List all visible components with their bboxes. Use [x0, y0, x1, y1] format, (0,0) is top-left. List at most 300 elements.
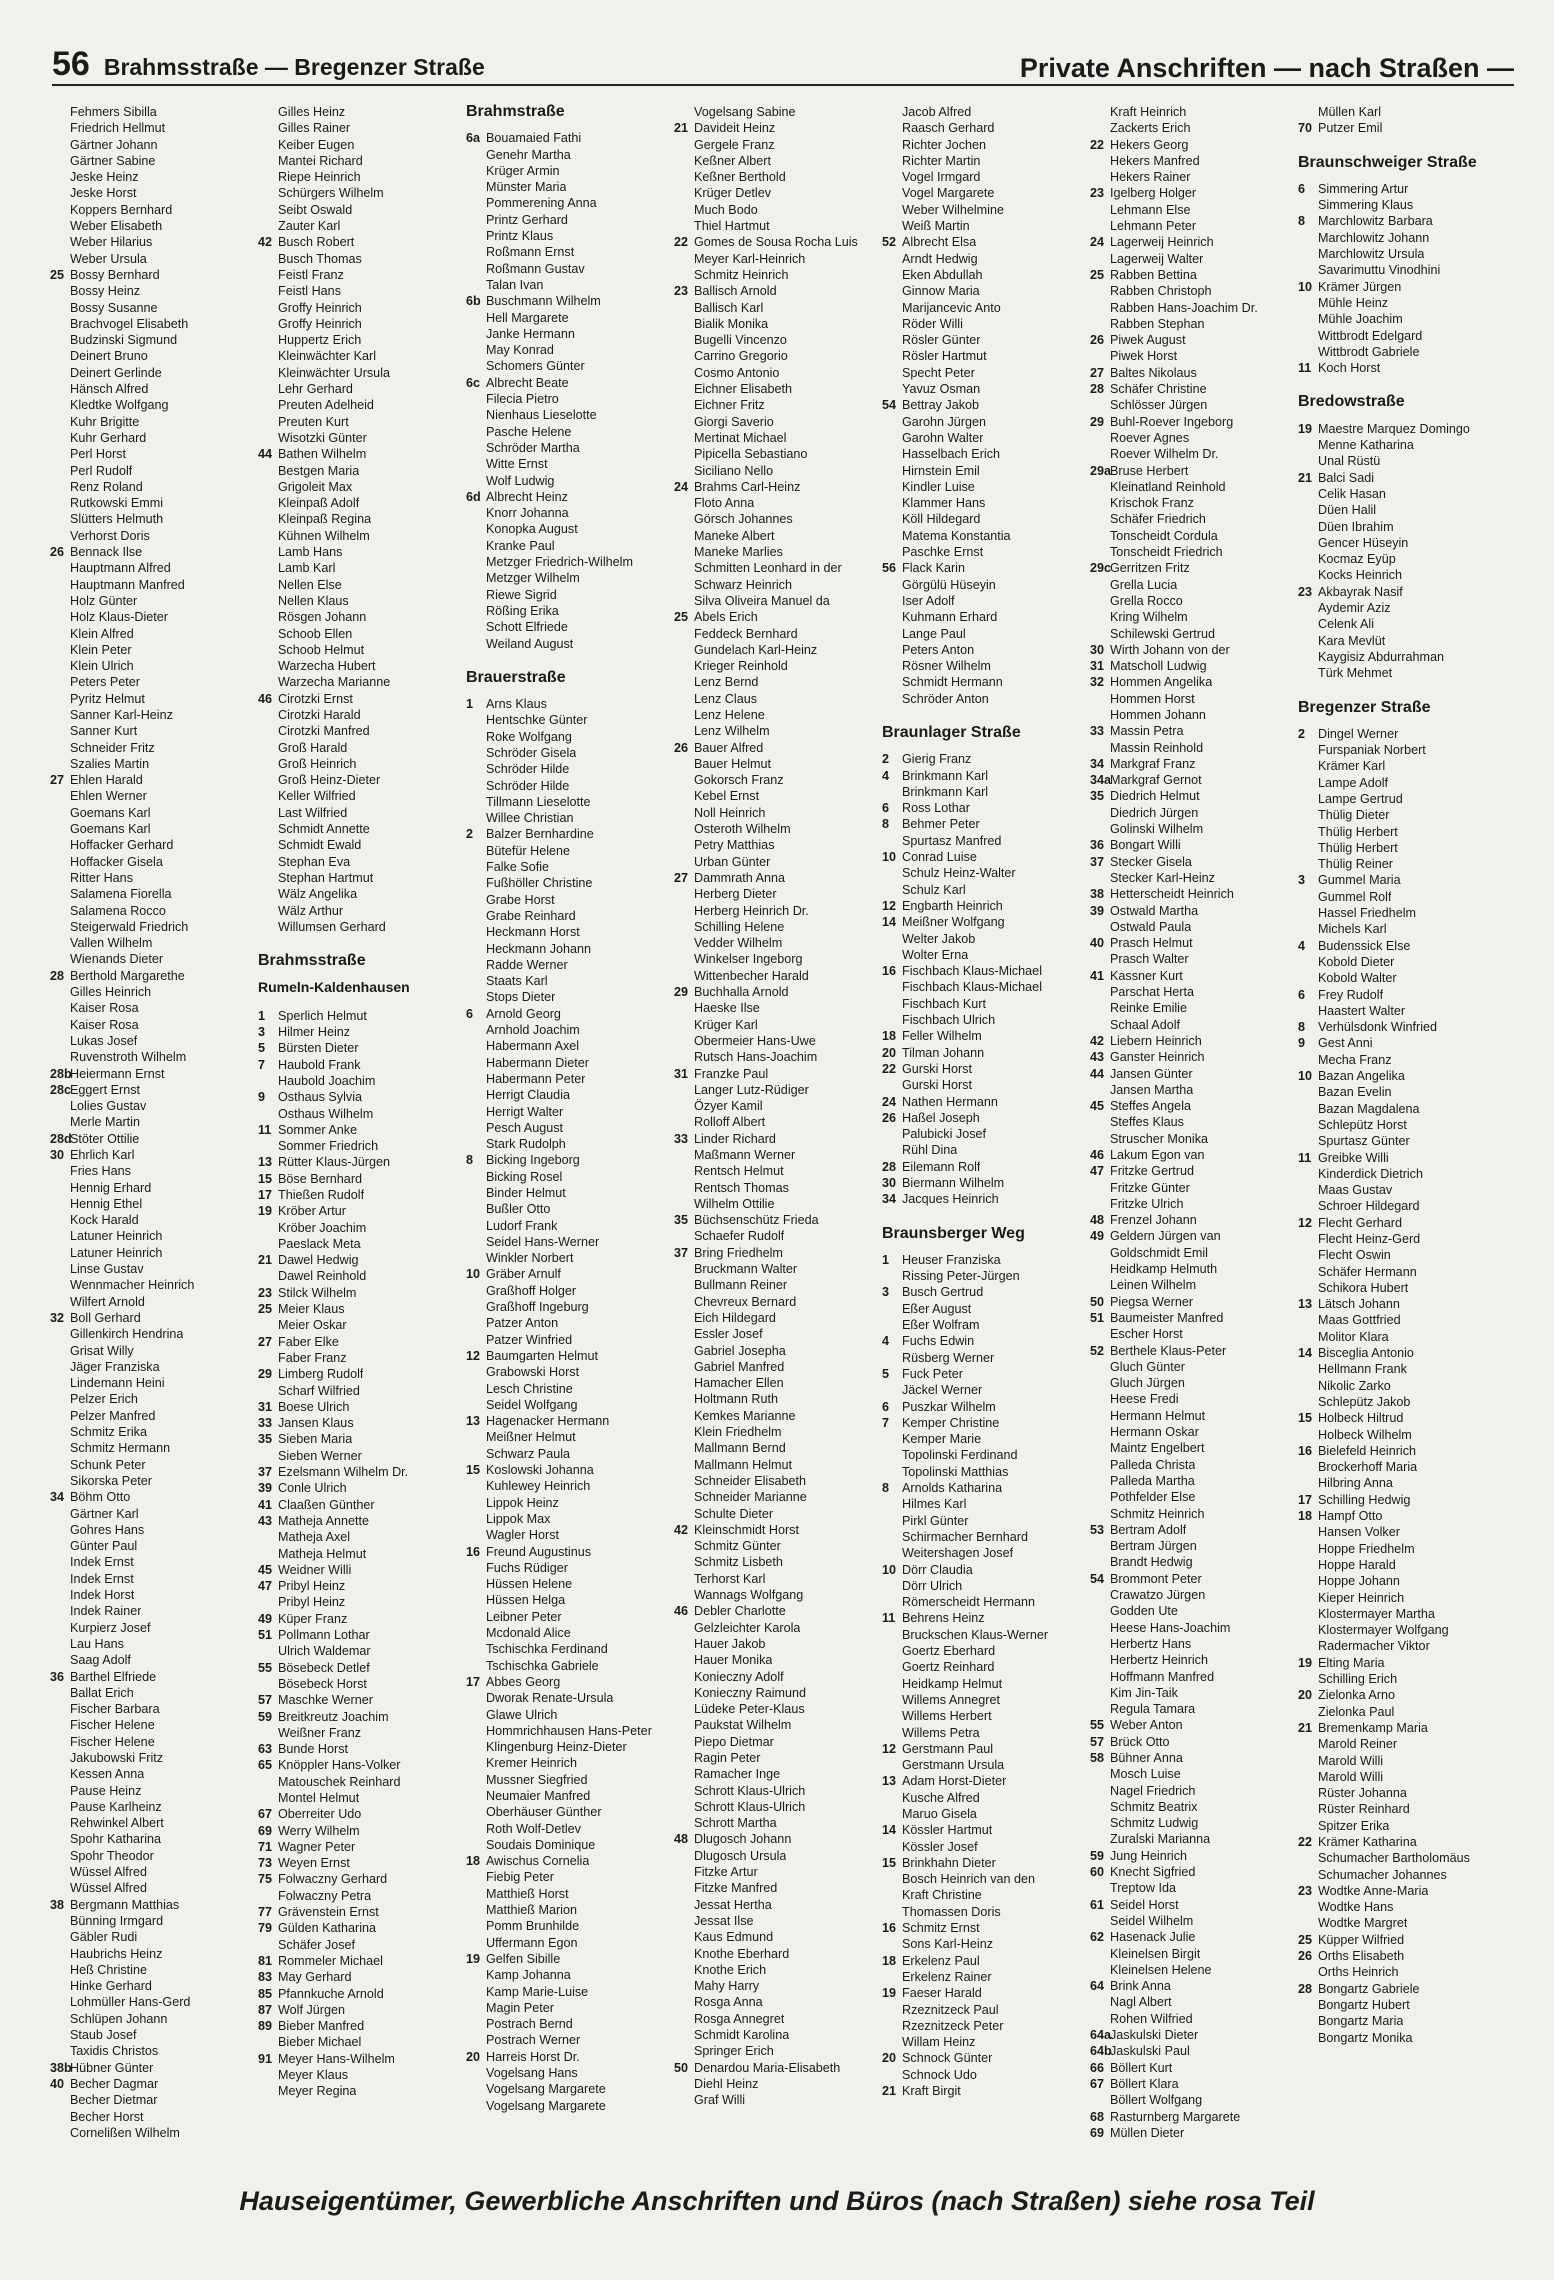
- resident-name: Montel Helmut: [278, 1790, 360, 1805]
- house-number: [1298, 1133, 1318, 1149]
- resident-entry: [674, 1554, 882, 1570]
- resident-entry: [466, 1201, 674, 1217]
- resident-entry: [50, 511, 258, 527]
- house-number: [258, 1350, 278, 1366]
- house-number: [674, 674, 694, 690]
- resident-entry: [882, 560, 1090, 576]
- house-number: [882, 1757, 902, 1773]
- resident-name: Görgülü Hüseyin: [902, 577, 996, 592]
- resident-entry: [50, 1978, 258, 1994]
- house-number: [50, 397, 70, 413]
- house-number: [1298, 1052, 1318, 1068]
- house-number: 3: [258, 1025, 266, 1040]
- resident-entry: [882, 1985, 1090, 2001]
- house-number: [882, 1871, 902, 1887]
- house-number: [258, 544, 278, 560]
- resident-name: Abels Erich: [694, 610, 758, 625]
- resident-entry: [1298, 1182, 1506, 1198]
- resident-name: Mühle Heinz: [1318, 295, 1388, 310]
- resident-name: Paschke Ernst: [902, 545, 984, 560]
- house-number: [674, 414, 694, 430]
- resident-entry: [50, 348, 258, 364]
- resident-name: Schulz Heinz-Walter: [902, 866, 1016, 881]
- house-number: [1298, 1736, 1318, 1752]
- resident-entry: [50, 1408, 258, 1424]
- house-number: [882, 1790, 902, 1806]
- resident-entry: [50, 1571, 258, 1587]
- house-number: [1090, 1587, 1110, 1603]
- house-number: [674, 2011, 694, 2027]
- house-number: [50, 234, 70, 250]
- resident-entry: [258, 1138, 466, 1154]
- resident-name: Mussner Siegfried: [486, 1772, 588, 1787]
- resident-name: Meyer Regina: [278, 2084, 357, 2099]
- house-number: [258, 593, 278, 609]
- house-number: [882, 1692, 902, 1708]
- resident-entry: [258, 1040, 466, 1056]
- house-number: [1298, 1573, 1318, 1589]
- resident-name: Mosch Luise: [1110, 1767, 1181, 1782]
- resident-name: Rütter Klaus-Jürgen: [278, 1155, 390, 1170]
- resident-entry: [1298, 840, 1506, 856]
- resident-entry: [674, 951, 882, 967]
- house-number: [50, 1766, 70, 1782]
- resident-entry: [674, 348, 882, 364]
- resident-entry: [50, 609, 258, 625]
- house-number: 15: [466, 1463, 481, 1478]
- resident-name: Grella Lucia: [1110, 577, 1178, 592]
- resident-name: Hänsch Alfred: [70, 382, 149, 397]
- house-number: [882, 1464, 902, 1480]
- house-number: [50, 446, 70, 462]
- resident-entry: [674, 283, 882, 299]
- resident-entry: [1090, 1424, 1298, 1440]
- resident-name: Raasch Gerhard: [902, 121, 995, 136]
- house-number: [466, 1429, 486, 1445]
- resident-entry: [466, 1495, 674, 1511]
- resident-entry: [466, 1348, 674, 1364]
- resident-entry: [674, 2043, 882, 2059]
- house-number: [466, 1071, 486, 1087]
- resident-name: Holtmann Ruth: [694, 1392, 778, 1407]
- page-number: 56: [52, 45, 90, 83]
- resident-name: Nikolic Zarko: [1318, 1378, 1391, 1393]
- resident-entry: [1298, 726, 1506, 742]
- resident-name: Büchsenschütz Frieda: [694, 1213, 819, 1228]
- resident-entry: [882, 1350, 1090, 1366]
- resident-entry: [50, 1391, 258, 1407]
- house-number: [1298, 1247, 1318, 1263]
- resident-name: Gurski Horst: [902, 1078, 972, 1093]
- house-number: [674, 577, 694, 593]
- resident-entry: [466, 1462, 674, 1478]
- resident-name: Pelzer Manfred: [70, 1408, 156, 1423]
- house-number: [882, 577, 902, 593]
- resident-name: Osthaus Wilhelm: [278, 1106, 374, 1121]
- house-number: 16: [882, 964, 897, 979]
- resident-name: Latuner Heinrich: [70, 1229, 163, 1244]
- resident-entry: [466, 1609, 674, 1625]
- resident-entry: [50, 463, 258, 479]
- house-number: [882, 2002, 902, 2018]
- house-number: [1090, 1831, 1110, 1847]
- resident-name: Bicking Rosel: [486, 1169, 563, 1184]
- resident-entry: [50, 886, 258, 902]
- resident-entry: [466, 310, 674, 326]
- house-number: 34a: [1090, 773, 1112, 788]
- resident-name: Krüger Karl: [694, 1017, 758, 1032]
- resident-name: Boll Gerhard: [70, 1310, 141, 1325]
- resident-name: Bußler Otto: [486, 1202, 551, 1217]
- house-number: [1090, 1245, 1110, 1261]
- resident-name: Stecker Gisela: [1110, 854, 1192, 869]
- resident-entry: [1298, 1590, 1506, 1606]
- resident-name: Görsch Johannes: [694, 512, 793, 527]
- house-number: 36: [1090, 838, 1105, 853]
- house-number: 46: [1090, 1148, 1105, 1162]
- resident-entry: [466, 1136, 674, 1152]
- resident-entry: [466, 1315, 674, 1331]
- resident-entry: [882, 120, 1090, 136]
- resident-entry: [674, 1473, 882, 1489]
- house-number: 69: [258, 1823, 273, 1838]
- resident-name: Biermann Wilhelm: [902, 1176, 1005, 1190]
- resident-name: Klostermayer Wolfgang: [1318, 1623, 1449, 1638]
- resident-name: Schmitz Ernst: [902, 1921, 980, 1936]
- resident-entry: [1090, 1294, 1298, 1310]
- resident-entry: [674, 1212, 882, 1228]
- resident-name: Herrigt Claudia: [486, 1088, 570, 1103]
- house-number: [674, 1424, 694, 1440]
- house-number: 8: [882, 1481, 890, 1496]
- resident-entry: [466, 1690, 674, 1706]
- resident-name: Mcdonald Alice: [486, 1626, 571, 1641]
- house-number: [466, 1250, 486, 1266]
- resident-entry: [466, 2098, 674, 2114]
- resident-entry: [1298, 987, 1506, 1003]
- resident-entry: [1090, 2109, 1298, 2125]
- resident-entry: [50, 1228, 258, 1244]
- resident-name: Becher Dietmar: [70, 2093, 158, 2108]
- house-number: [1090, 218, 1110, 234]
- resident-entry: [466, 358, 674, 374]
- resident-name: Busch Thomas: [278, 251, 362, 266]
- resident-entry: [1090, 218, 1298, 234]
- resident-name: Piegsa Werner: [1110, 1294, 1194, 1309]
- resident-name: Bongartz Maria: [1318, 2014, 1404, 2029]
- resident-entry: [674, 2092, 882, 2108]
- house-number: 81: [258, 1953, 273, 1968]
- resident-name: Wittbrodt Gabriele: [1318, 344, 1420, 359]
- house-number: [50, 658, 70, 674]
- directory-column: [882, 104, 1090, 2144]
- resident-entry: [674, 1815, 882, 1831]
- resident-name: Wodtke Margret: [1318, 1916, 1408, 1931]
- house-number: [674, 1571, 694, 1587]
- resident-name: Kring Wilhelm: [1110, 610, 1188, 625]
- house-number: 19: [1298, 1655, 1313, 1670]
- resident-name: Busch Gertrud: [902, 1285, 984, 1300]
- resident-name: Fischer Helene: [70, 1734, 155, 1749]
- resident-name: Kuhr Brigitte: [70, 414, 140, 429]
- house-number: [674, 1897, 694, 1913]
- resident-entry: [674, 1897, 882, 1913]
- house-number: [50, 1913, 70, 1929]
- resident-entry: [882, 1382, 1090, 1398]
- house-number: [50, 495, 70, 511]
- resident-name: Schmidt Annette: [278, 822, 370, 837]
- house-number: [466, 1772, 486, 1788]
- resident-name: Mallmann Helmut: [694, 1457, 792, 1472]
- resident-name: Taxidis Christos: [70, 2044, 159, 2059]
- resident-name: Kurpierz Josef: [70, 1620, 151, 1635]
- resident-entry: [258, 1464, 466, 1480]
- resident-entry: [882, 528, 1090, 544]
- house-number: 23: [1298, 584, 1313, 599]
- resident-name: Ostwald Paula: [1110, 919, 1192, 934]
- house-number: 55: [258, 1660, 273, 1675]
- house-number: [1298, 1427, 1318, 1443]
- resident-name: Müllen Karl: [1318, 105, 1381, 119]
- resident-name: Gerritzen Fritz: [1110, 561, 1190, 576]
- resident-entry: [1298, 2013, 1506, 2029]
- resident-entry: [50, 1375, 258, 1391]
- resident-entry: [882, 1094, 1090, 1110]
- resident-name: Matouschek Reinhard: [278, 1774, 401, 1789]
- resident-name: Tilman Johann: [902, 1045, 985, 1060]
- resident-name: Weyen Ernst: [278, 1856, 350, 1871]
- resident-entry: [1090, 626, 1298, 642]
- resident-name: Mertinat Michael: [694, 430, 787, 445]
- resident-name: Verhorst Doris: [70, 528, 150, 543]
- resident-name: Pause Karlheinz: [70, 1799, 162, 1814]
- house-number: [1090, 1196, 1110, 1212]
- resident-entry: [1090, 805, 1298, 821]
- resident-entry: [50, 528, 258, 544]
- resident-name: Maas Gottfried: [1318, 1313, 1401, 1328]
- resident-name: Hekers Manfred: [1110, 153, 1200, 168]
- resident-entry: [1090, 365, 1298, 381]
- resident-name: Zielonka Arno: [1318, 1688, 1396, 1703]
- house-number: [258, 1220, 278, 1236]
- house-number: 40: [1090, 936, 1105, 951]
- house-number: [882, 332, 902, 348]
- house-number: 6d: [466, 489, 481, 504]
- resident-name: Behrens Heinz: [902, 1611, 985, 1626]
- house-number: 34: [1090, 756, 1105, 771]
- house-number: [466, 875, 486, 891]
- house-number: [674, 756, 694, 772]
- resident-entry: [882, 2083, 1090, 2099]
- resident-entry: [50, 935, 258, 951]
- resident-entry: [258, 1448, 466, 1464]
- resident-name: Maneke Albert: [694, 528, 775, 543]
- resident-entry: [674, 300, 882, 316]
- resident-name: Stöter Ottilie: [70, 1131, 140, 1146]
- house-number: [50, 1359, 70, 1375]
- house-number: [882, 593, 902, 609]
- house-number: 45: [1090, 1099, 1105, 1114]
- house-number: [466, 1967, 486, 1983]
- resident-name: Ballat Erich: [70, 1685, 134, 1700]
- house-number: [50, 577, 70, 593]
- house-number: [882, 381, 902, 397]
- resident-entry: [50, 870, 258, 886]
- resident-name: Iser Adolf: [902, 593, 955, 608]
- resident-name: Markgraf Franz: [1110, 756, 1196, 771]
- resident-entry: [882, 2034, 1090, 2050]
- house-number: [258, 2067, 278, 2083]
- house-number: [1298, 2030, 1318, 2046]
- resident-entry: [1090, 430, 1298, 446]
- resident-name: Terhorst Karl: [694, 1571, 766, 1586]
- resident-entry: [674, 2011, 882, 2027]
- resident-entry: [1298, 551, 1506, 567]
- house-number: [674, 805, 694, 821]
- resident-entry: [674, 381, 882, 397]
- resident-entry: [882, 332, 1090, 348]
- resident-name: Hüssen Helene: [486, 1577, 573, 1592]
- house-number: 3: [1298, 873, 1306, 888]
- resident-entry: [258, 1220, 466, 1236]
- resident-name: Mahy Harry: [694, 1979, 760, 1994]
- resident-entry: [1090, 332, 1298, 348]
- resident-entry: [1298, 1101, 1506, 1117]
- resident-entry: [674, 1408, 882, 1424]
- house-number: [50, 283, 70, 299]
- resident-entry: [1090, 1994, 1298, 2010]
- resident-name: Thomassen Doris: [902, 1904, 1001, 1919]
- house-number: [674, 1848, 694, 1864]
- resident-entry: [882, 1496, 1090, 1512]
- resident-name: Putzer Emil: [1318, 121, 1383, 136]
- resident-entry: [258, 397, 466, 413]
- house-number: [466, 989, 486, 1005]
- resident-name: Preuten Adelheid: [278, 398, 374, 413]
- house-number: 44: [1090, 1066, 1105, 1081]
- resident-entry: [1298, 1443, 1506, 1459]
- resident-entry: [1298, 1117, 1506, 1133]
- house-number: 6: [1298, 181, 1306, 196]
- resident-name: Pomm Brunhilde: [486, 1919, 580, 1934]
- resident-name: Lehr Gerhard: [278, 382, 353, 397]
- house-number: 55: [1090, 1718, 1105, 1733]
- resident-entry: [1090, 1554, 1298, 1570]
- house-number: [50, 1326, 70, 1342]
- resident-name: Fischer Helene: [70, 1718, 155, 1733]
- resident-name: Arnolds Katharina: [902, 1481, 1003, 1496]
- resident-name: Weber Wilhelmine: [902, 202, 1004, 217]
- resident-entry: [466, 1266, 674, 1282]
- resident-name: Bongartz Monika: [1318, 2030, 1413, 2045]
- house-number: 2: [466, 827, 474, 842]
- house-number: [882, 784, 902, 800]
- resident-entry: [882, 1757, 1090, 1773]
- resident-name: Faber Franz: [278, 1350, 347, 1365]
- resident-entry: [258, 1383, 466, 1399]
- resident-entry: [258, 1366, 466, 1382]
- house-number: 19: [1298, 421, 1313, 436]
- resident-entry: [258, 479, 466, 495]
- house-number: 38: [50, 1897, 65, 1912]
- resident-entry: [674, 202, 882, 218]
- house-number: [882, 1887, 902, 1903]
- resident-entry: [50, 837, 258, 853]
- house-number: [1298, 1964, 1318, 1980]
- resident-name: Prasch Helmut: [1110, 936, 1193, 951]
- house-number: [882, 931, 902, 947]
- house-number: [674, 218, 694, 234]
- house-number: [466, 1918, 486, 1934]
- resident-entry: [1298, 1655, 1506, 1671]
- house-number: [674, 463, 694, 479]
- resident-entry: [466, 924, 674, 940]
- resident-name: Özyer Kamil: [694, 1099, 763, 1114]
- house-number: 1: [258, 1008, 266, 1023]
- resident-entry: [1090, 951, 1298, 967]
- resident-entry: [258, 577, 466, 593]
- resident-entry: [1090, 707, 1298, 723]
- house-number: [466, 859, 486, 875]
- house-number: [882, 544, 902, 560]
- resident-name: Bugelli Vincenzo: [694, 333, 787, 348]
- house-number: 6: [882, 1399, 890, 1414]
- resident-name: Grabe Reinhard: [486, 908, 576, 923]
- resident-entry: [50, 1685, 258, 1701]
- resident-name: Schomers Günter: [486, 359, 585, 374]
- house-number: [674, 903, 694, 919]
- resident-name: Yavuz Osman: [902, 382, 981, 397]
- resident-entry: [882, 849, 1090, 865]
- resident-name: Wodtke Hans: [1318, 1900, 1394, 1915]
- house-number: [466, 1511, 486, 1527]
- house-number: 35: [258, 1432, 273, 1447]
- resident-entry: [674, 120, 882, 136]
- resident-entry: [50, 772, 258, 788]
- house-number: [674, 560, 694, 576]
- house-number: 18: [882, 1029, 897, 1044]
- resident-entry: [466, 212, 674, 228]
- resident-name: Knorr Johanna: [486, 506, 569, 521]
- house-number: [466, 1185, 486, 1201]
- house-number: [1090, 805, 1110, 821]
- resident-entry: [674, 511, 882, 527]
- resident-entry: [882, 479, 1090, 495]
- house-number: [882, 2034, 902, 2050]
- house-number: 21: [674, 121, 689, 136]
- resident-entry: [466, 712, 674, 728]
- resident-name: Bazan Angelika: [1318, 1069, 1405, 1084]
- resident-name: Schmitz Heinrich: [1110, 1506, 1205, 1521]
- house-number: [1090, 479, 1110, 495]
- resident-name: Bullmann Reiner: [694, 1278, 788, 1293]
- house-number: [258, 788, 278, 804]
- resident-entry: [882, 511, 1090, 527]
- house-number: [466, 310, 486, 326]
- house-number: 29c: [1090, 561, 1112, 576]
- resident-entry: [882, 642, 1090, 658]
- resident-entry: [882, 414, 1090, 430]
- house-number: [882, 1969, 902, 1985]
- resident-entry: [882, 1301, 1090, 1317]
- resident-entry: [882, 1110, 1090, 1126]
- house-number: 20: [882, 2051, 897, 2066]
- resident-entry: [1090, 1522, 1298, 1538]
- resident-name: Hilmer Heinz: [278, 1025, 351, 1040]
- resident-name: Davideit Heinz: [694, 121, 776, 136]
- house-number: [674, 593, 694, 609]
- house-number: [674, 1815, 694, 1831]
